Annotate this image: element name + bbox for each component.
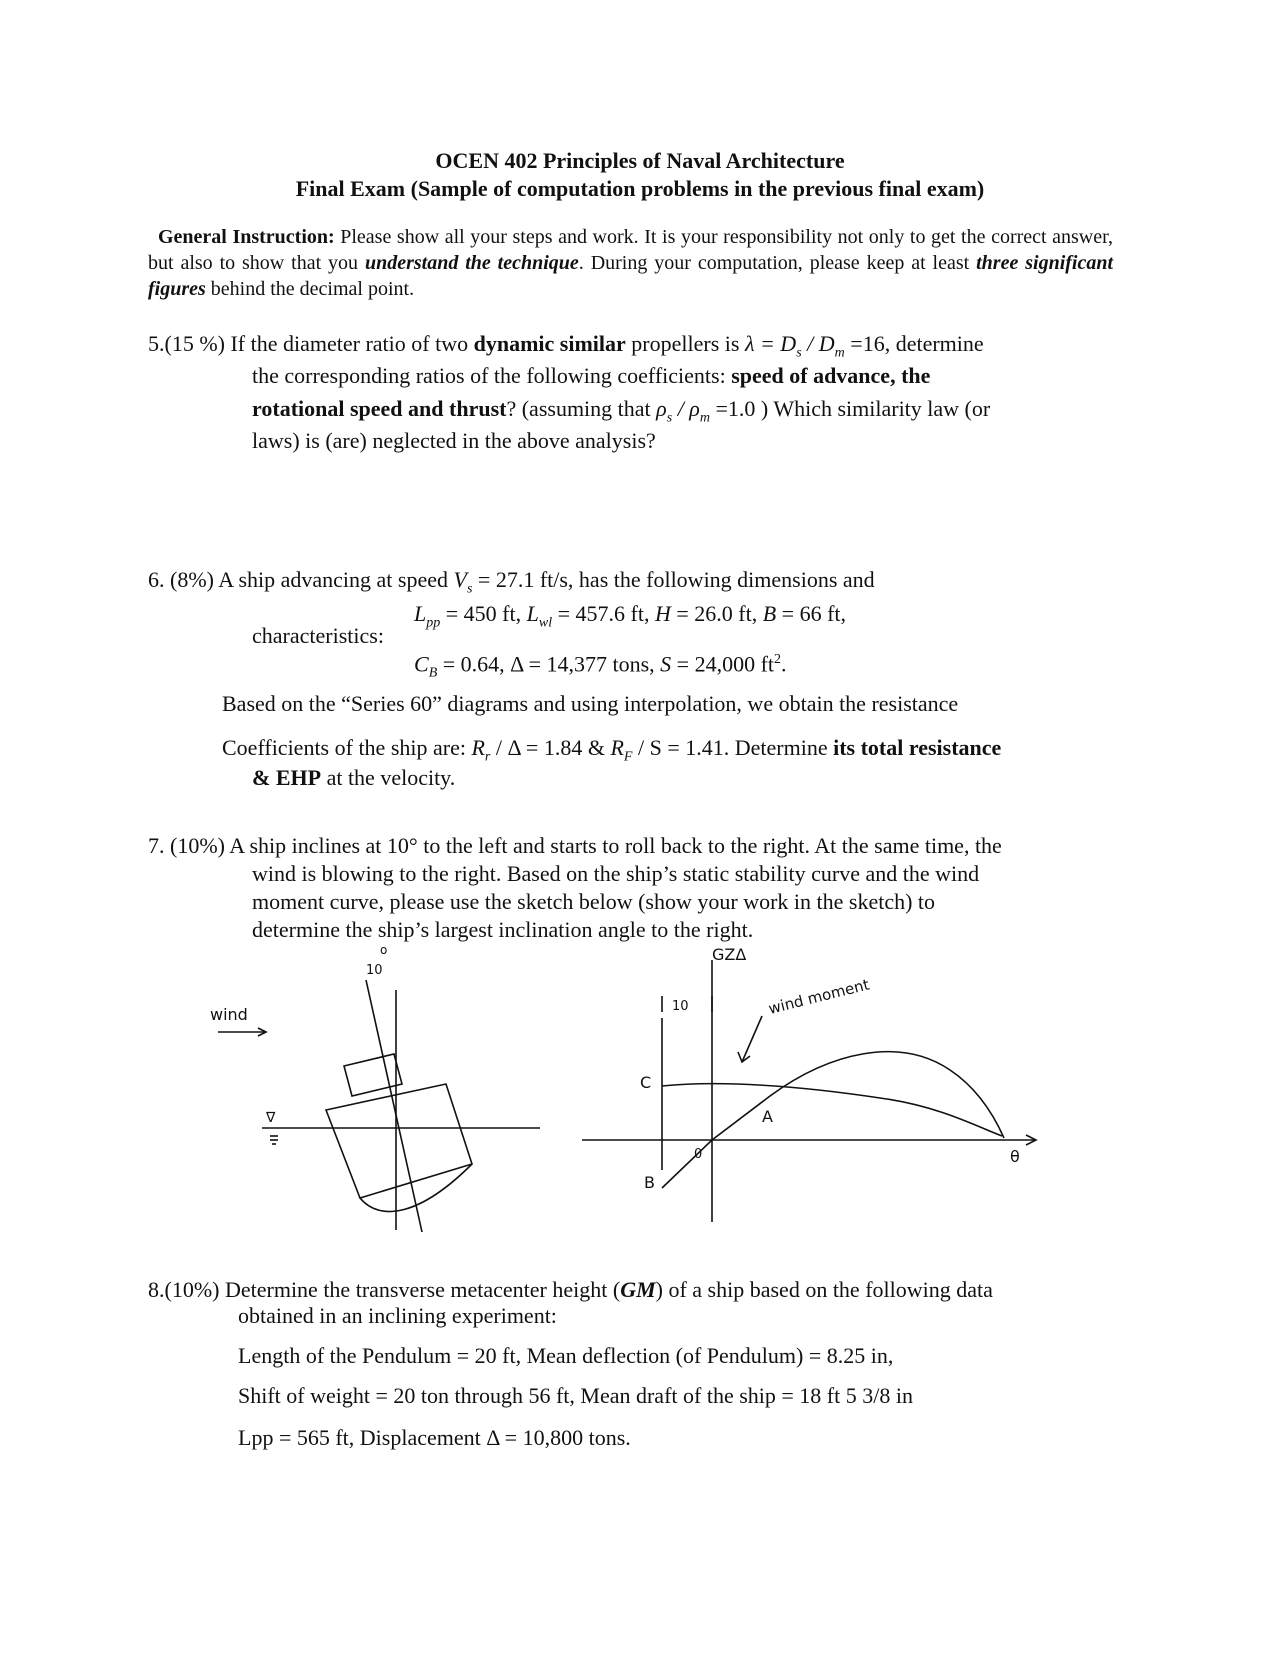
q8-line-4: Shift of weight = 20 ton through 56 ft, Mean draft of the ship = 18 ft 5 3/8 in [238, 1383, 913, 1408]
q5-line-3: rotational speed and thrust? (assuming that $\rho_s / \rho_m =1.0$ ) Which similarity law (or [252, 396, 991, 426]
q6-dimensions-line: $L_{pp} = 450$ ft, $L_{wl} = 457.6$ ft, H = 26.0 ft, B = 66 ft, [414, 601, 847, 631]
waterline-symbol: ∇ [266, 1110, 276, 1126]
q6-line-4: Coefficients of the ship are: $R_r / \Delta = 1.84$ & $R_F / S = 1.41$. Determine its total resistance [222, 735, 1002, 765]
general-instruction: General Instruction: Please show all your steps and work. It is your responsibility not only to get the correct answer, but also to show that you understand the technique. During your computation, please keep at least three significant figures behind the decimal point. [148, 226, 1114, 300]
q6-label-characteristics: characteristics: [252, 623, 384, 648]
q7-line-4: determine the ship’s largest inclination angle to the right. [252, 917, 754, 942]
exam-title: Final Exam (Sample of computation problems in the previous final exam) [295, 176, 985, 201]
wind-moment-curve [662, 1084, 1002, 1136]
a-label: A [762, 1107, 773, 1126]
origin-label: 0 [694, 1147, 703, 1162]
q8-line-2: obtained in an inclining experiment: [238, 1303, 557, 1328]
q6-line-5: & EHP at the velocity. [252, 765, 456, 790]
ship-hull [326, 1084, 472, 1198]
q8-line-1: 8.(10%) Determine the transverse metacenter height (GM) of a ship based on the following data [148, 1277, 993, 1302]
gz-curve [662, 1052, 1004, 1188]
q6-characteristics-line: $C_B = 0.64$, Δ = 14,377 tons, S = 24,000 $ft^2$. [414, 651, 787, 681]
q5-line-4: laws) is (are) neglected in the above analysis? [252, 428, 656, 453]
ten-label: 10 [672, 999, 689, 1014]
ship-superstructure [344, 1054, 402, 1096]
q5-line-1: 5.(15 %) If the diameter ratio of two dynamic similar propellers is $\lambda = D_s / D_m =16$, determine [148, 331, 984, 361]
q6-line-1: 6. (8%) A ship advancing at speed $V_s = 27.1$ ft/s, has the following dimensions and [148, 567, 875, 597]
stability-sketch [0, 940, 1280, 1240]
q8-line-5: Lpp = 565 ft, Displacement Δ = 10,800 tons. [238, 1425, 631, 1450]
ship-angle-label: 10 [366, 963, 383, 978]
instruction-label: General Instruction: [158, 226, 335, 248]
theta-label: θ [1010, 1147, 1020, 1166]
instruction-emphasis-technique: understand the technique [364, 252, 579, 274]
q7-line-2: wind is blowing to the right. Based on the ship’s static stability curve and the wind [252, 861, 980, 886]
gz-label: GZΔ [712, 945, 747, 964]
instruction-emphasis-figures: three significant figures [148, 252, 1114, 300]
q8-line-3: Length of the Pendulum = 20 ft, Mean deflection (of Pendulum) = 8.25 in, [238, 1343, 894, 1368]
wind-moment-label: wind moment [766, 975, 872, 1018]
q7-line-1: 7. (10%) A ship inclines at 10° to the left and starts to roll back to the right. At the same time, the [148, 833, 1002, 858]
b-label: B [644, 1173, 655, 1192]
wind-moment-pointer [742, 1016, 762, 1062]
wind-label: wind [210, 1005, 248, 1024]
degree-mark: o [380, 943, 388, 957]
c-label: C [640, 1073, 652, 1092]
q6-line-3: Based on the “Series 60” diagrams and using interpolation, we obtain the resistance [222, 691, 959, 716]
q5-line-2: the corresponding ratios of the following coefficients: speed of advance, the [252, 363, 931, 388]
q7-line-3: moment curve, please use the sketch below (show your work in the sketch) to [252, 889, 936, 914]
course-title: OCEN 402 Principles of Naval Architecture [435, 148, 845, 173]
